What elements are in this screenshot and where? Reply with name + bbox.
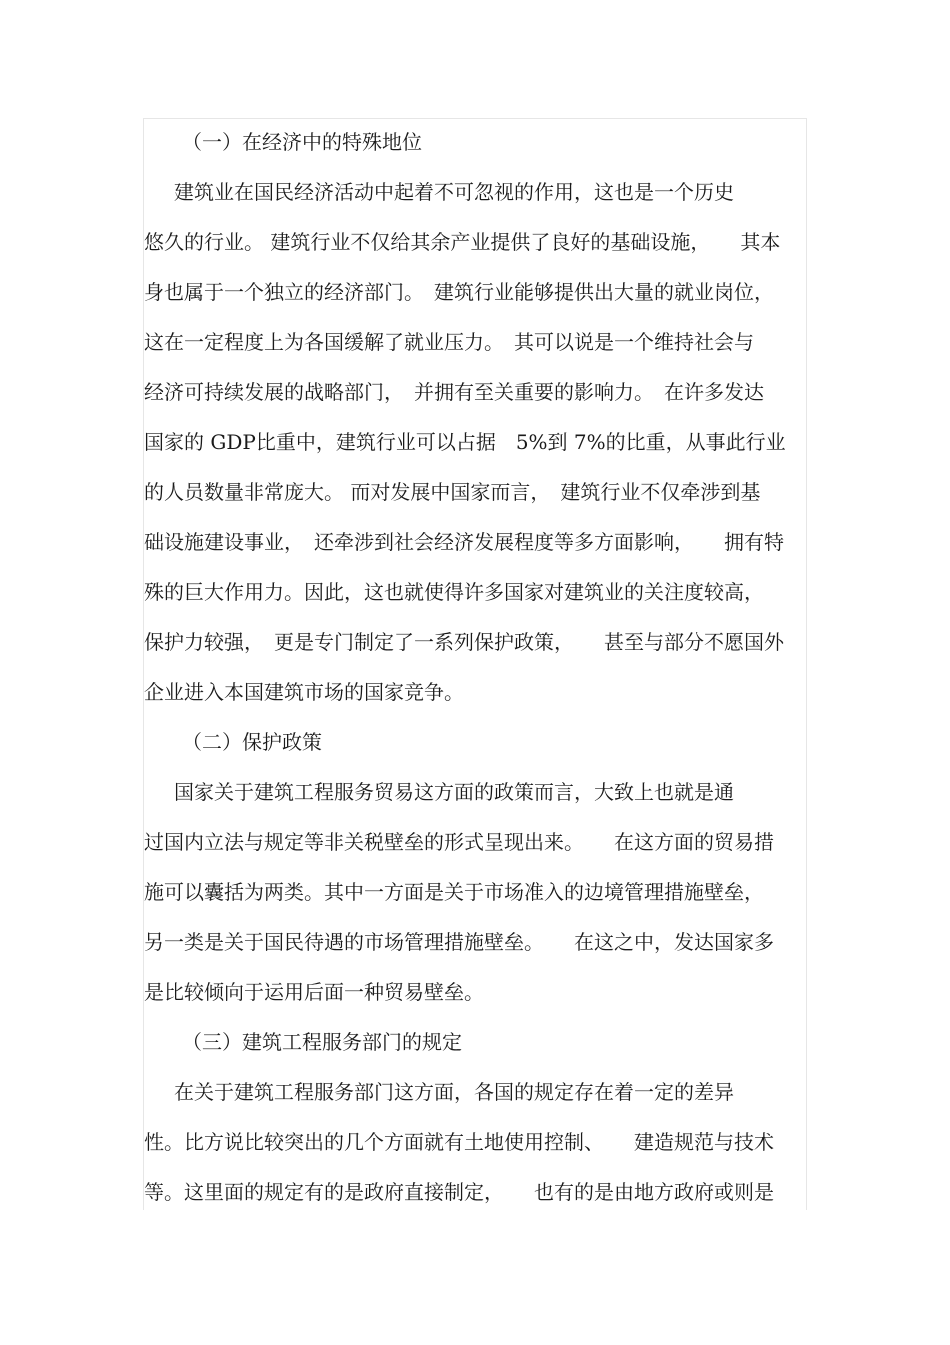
paragraph-line: 等。这里面的规定有的是政府直接制定， 也有的是由地方政府或则是 [144,1180,774,1204]
paragraph-line: 的人员数量非常庞大。 而对发展中国家而言， 建筑行业不仅牵涉到基 [144,480,761,504]
paragraph-line: 施可以囊括为两类。其中一方面是关于市场准入的边境管理措施壁垒， [144,880,764,904]
paragraph-line: 悠久的行业。 建筑行业不仅给其余产业提供了良好的基础设施， 其本 [144,230,781,254]
paragraph-line: 身也属于一个独立的经济部门。 建筑行业能够提供出大量的就业岗位， [144,280,774,304]
section-heading-3: （三）建筑工程服务部门的规定 [182,1030,462,1054]
paragraph-line: 础设施建设事业， 还牵涉到社会经济发展程度等多方面影响， 拥有特 [144,530,784,554]
document-body [144,122,804,1222]
paragraph-line: 保护力较强， 更是专门制定了一系列保护政策， 甚至与部分不愿国外 [144,630,784,654]
paragraph-line: 性。比方说比较突出的几个方面就有土地使用控制、 建造规范与技术 [144,1130,774,1154]
paragraph-line: 国家关于建筑工程服务贸易这方面的政策而言，大致上也就是通 [174,780,734,804]
paragraph-line: 经济可持续发展的战略部门， 并拥有至关重要的影响力。 在许多发达 [144,380,764,404]
section-heading-1: （一）在经济中的特殊地位 [182,130,422,154]
paragraph-line: 是比较倾向于运用后面一种贸易壁垒。 [144,980,484,1004]
paragraph-line: 过国内立法与规定等非关税壁垒的形式呈现出来。 在这方面的贸易措 [144,830,774,854]
paragraph-line: 国家的 GDP比重中，建筑行业可以占据 5%到 7%的比重，从事此行业 [144,430,786,454]
section-heading-2: （二）保护政策 [182,730,322,754]
paragraph-line: 建筑业在国民经济活动中起着不可忽视的作用，这也是一个历史 [174,180,734,204]
paragraph-line: 在关于建筑工程服务部门这方面，各国的规定存在着一定的差异 [174,1080,734,1104]
paragraph-line: 这在一定程度上为各国缓解了就业压力。 其可以说是一个维持社会与 [144,330,754,354]
paragraph-line: 殊的巨大作用力。因此，这也就使得许多国家对建筑业的关注度较高， [144,580,764,604]
paragraph-line: 企业进入本国建筑市场的国家竞争。 [144,680,464,704]
paragraph-line: 另一类是关于国民待遇的市场管理措施壁垒。 在这之中，发达国家多 [144,930,774,954]
